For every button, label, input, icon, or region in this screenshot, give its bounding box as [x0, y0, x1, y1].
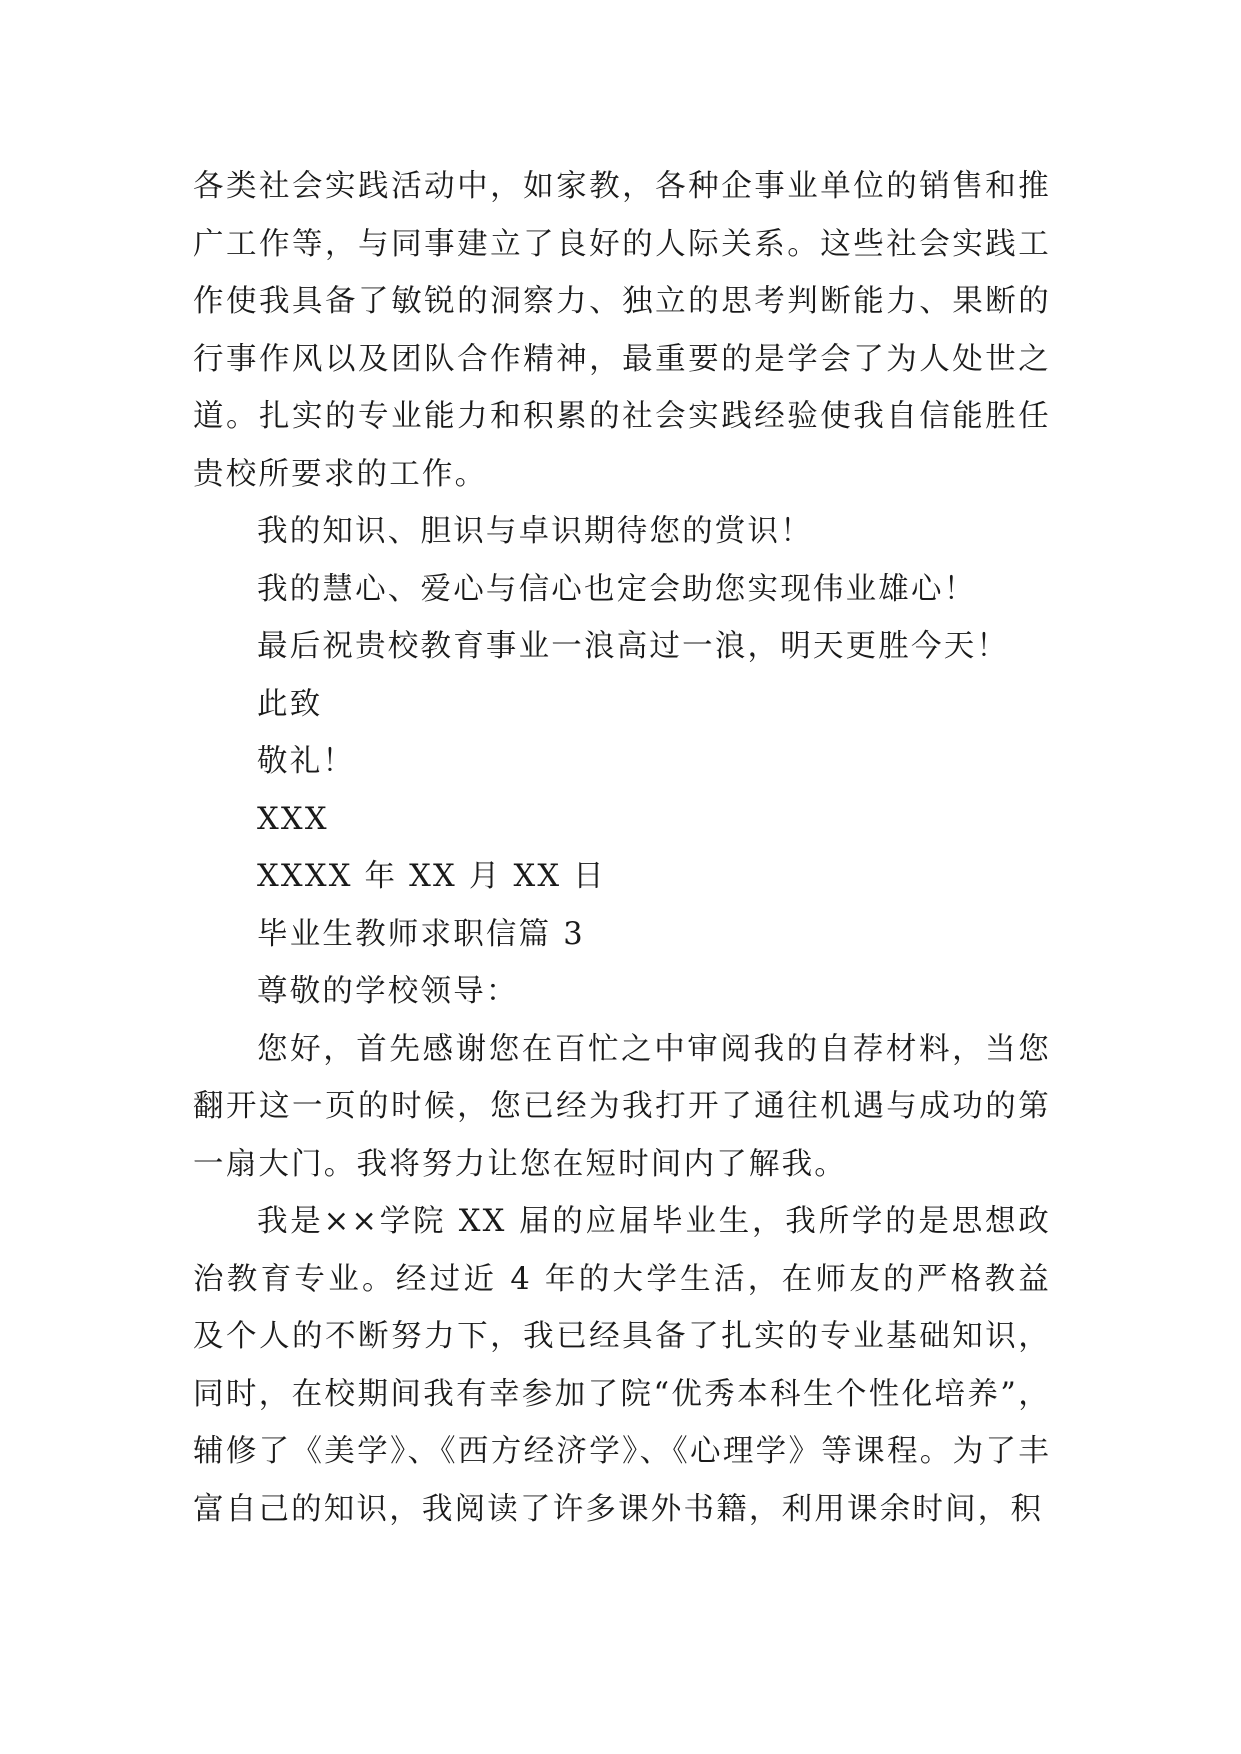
paragraph-social-practice: 各类社会实践活动中，如家教，各种企事业单位的销售和推广工作等，与同事建立了良好的人际关系。这些社会实践工作使我具备了敏锐的洞察力、独立的思考判断能力、果断的行事作风以及团队合作精神，最重要的是学会了为人处世之道。扎实的专业能力和积累的社会实践经验使我自信能胜任贵校所要求的工作。 [193, 169, 1051, 492]
signature-date: XXXX 年 XX 月 XX 日 [257, 859, 606, 894]
paragraph-heart: 我的慧心、爱心与信心也定会助您实现伟业雄心！ [257, 571, 977, 607]
paragraph-intro: 您好，首先感谢您在百忙之中审阅我的自荐材料，当您翻开这一页的时候，您已经为我打开了通往机遇与成功的第一扇大门。我将努力让您在短时间内了解我。 [193, 1031, 1051, 1182]
closing-salutation: 此致 [257, 686, 323, 722]
paragraph-knowledge: 我的知识、胆识与卓识期待您的赏识！ [257, 514, 813, 549]
paragraph-wishes: 最后祝贵校教育事业一浪高过一浪，明天更胜今天！ [257, 629, 1010, 664]
document-body [193, 158, 1051, 1538]
section-title: 毕业生教师求职信篇 3 [257, 916, 585, 952]
paragraph-background: 我是××学院 XX 届的应届毕业生，我所学的是思想政治教育专业。经过近 4 年的大学生活，在师友的严格教益及个人的不断努力下，我已经具备了扎实的专业基础知识，同时，在校期间我有幸参加了院“优秀本科生个性化培养”，辅修了《美学》、《西方经济学》、《心理学》等课程。为了丰富自己的知识，我阅读了许多课外书籍，利用课余时间，积 [193, 1204, 1051, 1527]
signature-name: XXX [257, 801, 329, 837]
closing-regards: 敬礼！ [257, 744, 356, 779]
greeting: 尊敬的学校领导： [257, 974, 519, 1009]
